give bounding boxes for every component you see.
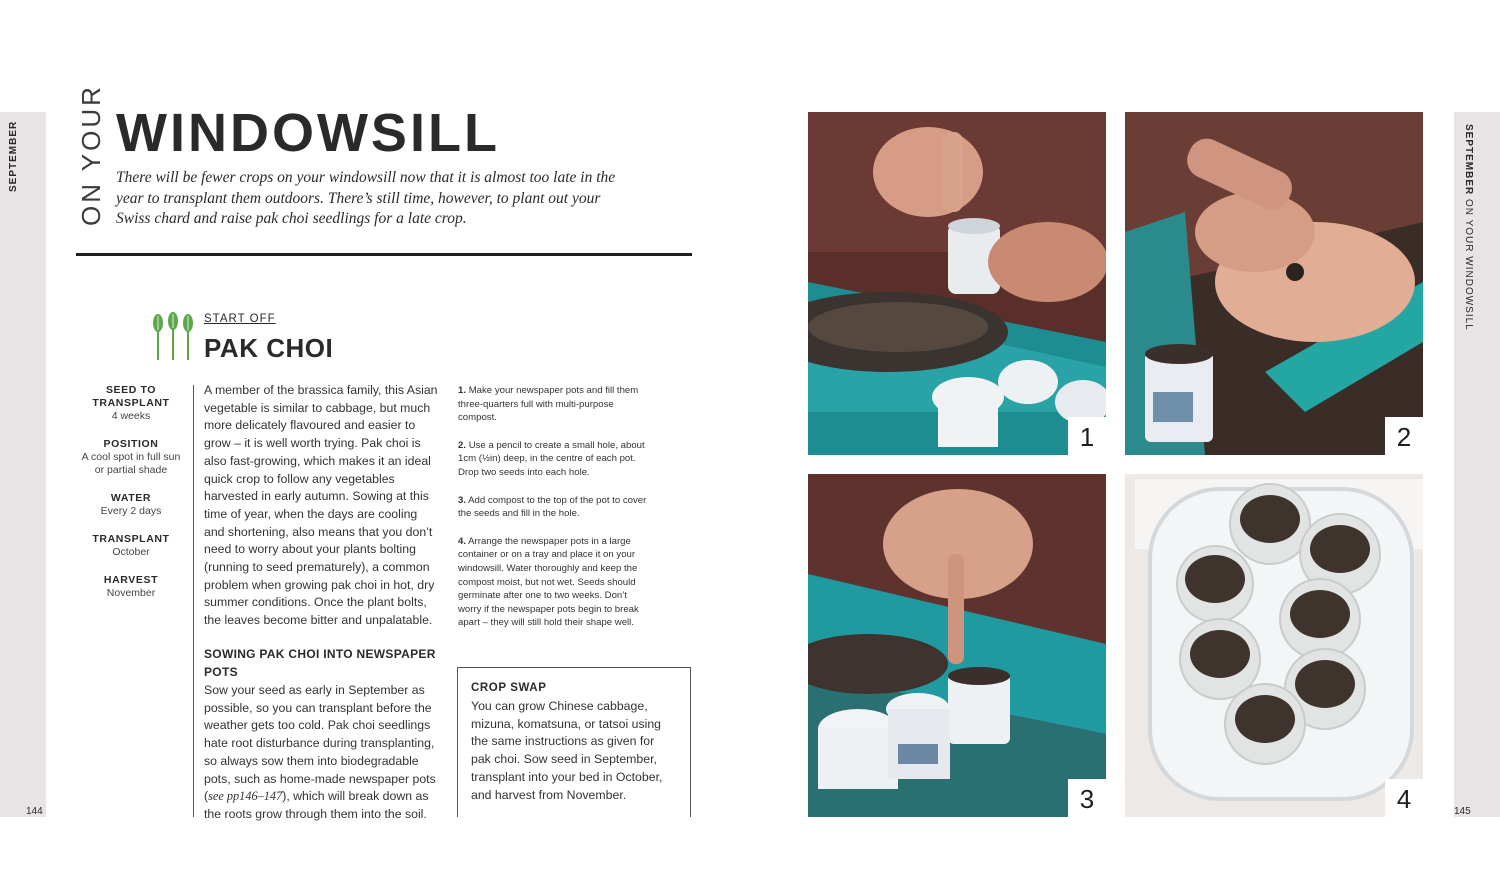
stat-label: TRANSPLANT <box>92 533 170 545</box>
step-text: Make your newspaper pots and fill them three-quarters full with multi-purpose compost. <box>458 385 639 424</box>
step-item <box>458 494 648 521</box>
stat-label: SEED TO TRANSPLANT <box>92 384 170 409</box>
step-number: 4. <box>458 535 467 547</box>
photo-step-1 <box>808 112 1106 455</box>
stat-value: A cool spot in full sun or partial shade <box>81 451 181 476</box>
photo-step-4 <box>1125 474 1423 817</box>
steps-list <box>458 384 648 644</box>
right-page-number: 145 <box>1454 806 1471 817</box>
sowing-text-b: ), which will break down as the roots grow through them into the soil. <box>204 789 429 821</box>
subheading: SOWING PAK CHOI INTO NEWSPAPER POTS <box>204 647 436 679</box>
stat-value: Every 2 days <box>100 505 162 517</box>
seedling-icon <box>150 312 196 362</box>
stat-value: November <box>106 587 156 599</box>
step-number: 2. <box>458 439 467 451</box>
stat-value: 4 weeks <box>111 410 151 422</box>
tab-light: ON YOUR WINDOWSILL <box>1463 195 1474 331</box>
photo-2-image <box>1125 112 1423 455</box>
sowing-paragraph <box>204 682 440 824</box>
photo-number: 2 <box>1385 417 1423 455</box>
step-text: Arrange the newspaper pots in a large container or on a tray and place it on your windowsill. Water thoroughly and keep the compost moist, but not wet. Seeds should germinate after one to two weeks. Don’t worry if the newspaper pots begin to break apart – they will still hold their shape well. <box>458 535 639 629</box>
stat-value: October <box>112 546 150 558</box>
step-text: Use a pencil to create a small hole, about 1cm (½in) deep, in the centre of each pot. Drop two seeds into each hole. <box>458 439 645 478</box>
crop-swap-title: CROP SWAP <box>471 682 547 694</box>
left-side-tab <box>0 112 46 817</box>
stat-transplant <box>76 533 186 559</box>
photo-step-3 <box>808 474 1106 817</box>
photo-1-image <box>808 112 1106 455</box>
stat-water <box>76 492 186 518</box>
step-number: 1. <box>458 385 467 396</box>
stat-seed-to-transplant <box>76 384 186 423</box>
step-item <box>458 384 648 425</box>
column-divider <box>193 385 194 817</box>
photo-step-2 <box>1125 112 1423 455</box>
left-page-number: 144 <box>26 806 43 817</box>
photo-4-image <box>1125 474 1423 817</box>
stat-label: HARVEST <box>103 574 159 586</box>
step-item <box>458 535 648 630</box>
intro-paragraph: There will be fewer crops on your windowsill now that it is almost too late in the year to transplant them outdoors. There’s still time, however, to plant out your Swiss chard and raise pak choi seedlings for a late crop. <box>116 169 616 227</box>
photo-number: 4 <box>1385 779 1423 817</box>
page-title: WINDOWSILL <box>116 103 500 163</box>
body-paragraph: A member of the brassica family, this Asian vegetable is similar to cabbage, but much more delicately flavoured and easier to grow – it is well worth trying. Pak choi is also fast-growing, which makes it an ideal quick crop to follow any vegetables harvested in early autumn. Sowing at this time of year, when the days are cooling and shortening, also means that you don’t need to worry about your plants bolting (running to seed prematurely), a common problem when growing pak choi in hot, dry summer conditions. Once the plant bolts, the leaves become bitter and unpalatable. <box>204 383 438 628</box>
photo-3-image <box>808 474 1106 817</box>
stat-label: POSITION <box>103 438 159 450</box>
section-kicker: START OFF <box>204 313 276 325</box>
title-rule <box>76 253 692 256</box>
step-number: 3. <box>458 494 467 506</box>
photo-number: 3 <box>1068 779 1106 817</box>
left-tab-label: SEPTEMBER <box>8 120 19 192</box>
step-item <box>458 439 648 480</box>
tab-bold: SEPTEMBER <box>1463 124 1474 196</box>
stat-harvest <box>76 574 186 600</box>
sowing-text-a: Sow your seed as early in September as possible, so you can transplant before the weather gets too cold. Pak choi seedlings hate root disturbance during transplanting, so always sow them into biodegradable pots, such as home-made newspaper pots ( <box>204 683 436 804</box>
crop-stats <box>76 384 186 615</box>
stat-position <box>76 438 186 477</box>
crop-swap-body: You can grow Chinese cabbage, mizuna, komatsuna, or tatsoi using the same instructions as given for pak choi. Sow seed in September, transplant into your bed in October, and harvest from November. <box>471 699 663 802</box>
vertical-kicker: ON YOUR <box>76 84 106 226</box>
crop-title: PAK CHOI <box>204 333 334 363</box>
page-reference: see pp146–147 <box>208 789 283 804</box>
photo-number: 1 <box>1068 417 1106 455</box>
right-side-tab <box>1454 112 1500 817</box>
right-tab-label <box>1463 124 1474 331</box>
step-text: Add compost to the top of the pot to cover the seeds and fill in the hole. <box>458 494 647 520</box>
stat-label: WATER <box>110 492 152 504</box>
